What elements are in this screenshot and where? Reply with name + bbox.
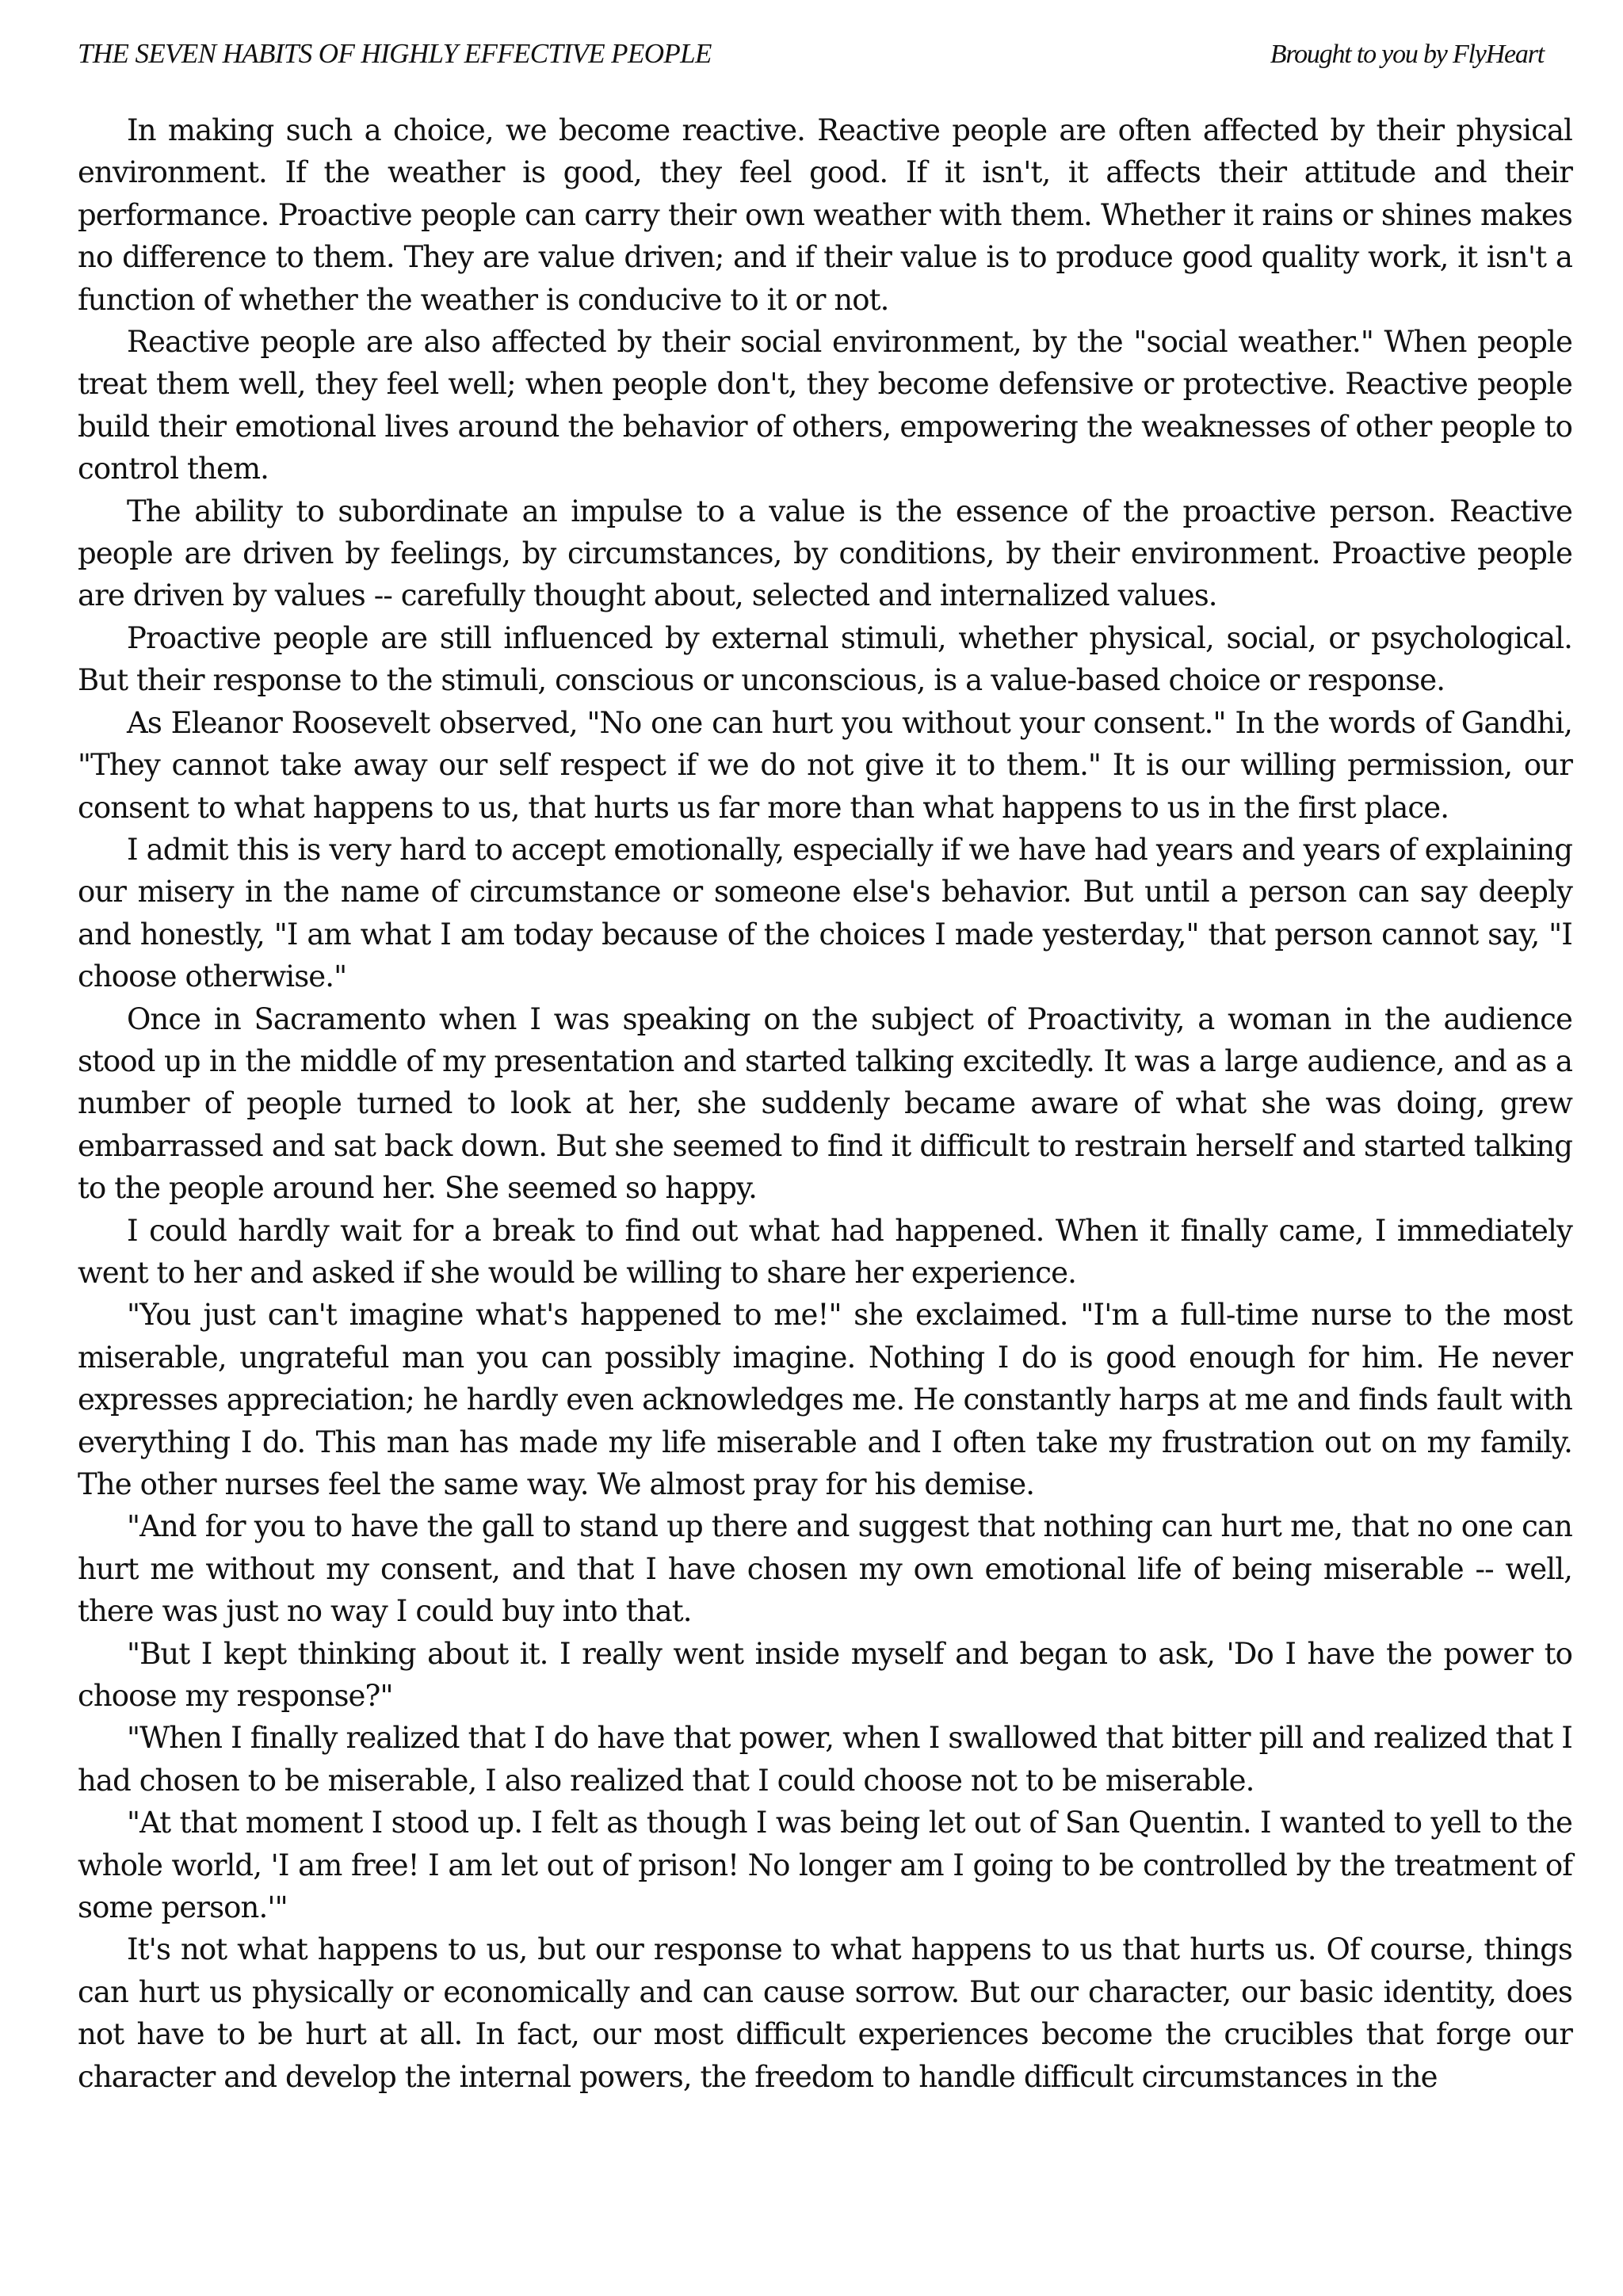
paragraph: In making such a choice, we become reactive. Reactive people are often affected by their physical environment. If the weather is good, they feel good. If it isn't, it affects their attitude and their performance. Proactive people can carry their own weather with them. Whether it rains or shines makes no difference to them. They are value driven; and if their value is to produce good quality work, it isn't a function of whether the weather is conducive to it or not.: [78, 113, 1572, 317]
paragraph: Proactive people are still influenced by external stimuli, whether physical, social, or psychological. But their response to the stimuli, conscious or unconscious, is a value-based choice or response.: [78, 620, 1572, 698]
paragraph: "But I kept thinking about it. I really went inside myself and began to ask, 'Do I have the power to choose my response?": [78, 1636, 1572, 1714]
paragraph: "You just can't imagine what's happened to me!" she exclaimed. "I'm a full-time nurse to the most miserable, ungrateful man you can possibly imagine. Nothing I do is good enough for him. He never expresses appreciation; he hardly even acknowledges me. He constantly harps at me and finds fault with everything I do. This man has made my life miserable and I often take my frustration out on my family. The other nurses feel the same way. We almost pray for his demise.: [78, 1298, 1572, 1501]
paragraph: "When I finally realized that I do have that power, when I swallowed that bitter pill and realized that I had chosen to be miserable, I also realized that I could choose not to be miserable.: [78, 1721, 1572, 1798]
paragraph: It's not what happens to us, but our response to what happens to us that hurts us. Of course, things can hurt us physically or economically and can cause sorrow. But our character, our basic identity, does not have to be hurt at all. In fact, our most difficult experiences become the crucibles that forge our character and develop the internal powers, the freedom to handle difficult circumstances in the: [78, 1932, 1572, 2094]
book-title: THE SEVEN HABITS OF HIGHLY EFFECTIVE PEOPLE: [78, 38, 712, 69]
paragraph: "At that moment I stood up. I felt as though I was being let out of San Quentin. I wanted to yell to the whole world, 'I am free! I am let out of prison! No longer am I going to be controlled by the treatment of some person.'": [78, 1806, 1572, 1925]
paragraph: As Eleanor Roosevelt observed, "No one can hurt you without your consent." In the words of Gandhi, "They cannot take away our self respect if we do not give it to them." It is our willing permission, our consent to what happens to us, that hurts us far more than what happens to us in the first place.: [78, 705, 1572, 825]
body-text: [78, 109, 1572, 2098]
paragraph: I could hardly wait for a break to find out what had happened. When it finally came, I immediately went to her and asked if she would be willing to share her experience.: [78, 1213, 1572, 1290]
running-header: [78, 36, 1572, 78]
paragraph: Reactive people are also affected by their social environment, by the "social weather." When people treat them well, they feel well; when people don't, they become defensive or protective. Reactive people build their emotional lives around the behavior of others, empowering the weaknesses of other people to control them.: [78, 325, 1572, 486]
paragraph: The ability to subordinate an impulse to a value is the essence of the proactive person. Reactive people are driven by feelings, by circumstances, by conditions, by their environment. Proactive people are driven by values -- carefully thought about, selected and internalized values.: [78, 494, 1572, 613]
paragraph: Once in Sacramento when I was speaking on the subject of Proactivity, a woman in the audience stood up in the middle of my presentation and started talking excitedly. It was a large audience, and as a number of people turned to look at her, she suddenly became aware of what she was doing, grew embarrassed and sat back down. But she seemed to find it difficult to restrain herself and started talking to the people around her. She seemed so happy.: [78, 1001, 1572, 1206]
credit-line: Brought to you by FlyHeart: [1270, 40, 1544, 69]
paragraph: "And for you to have the gall to stand up there and suggest that nothing can hurt me, that no one can hurt me without my consent, and that I have chosen my own emotional life of being miserable -- well, there was just no way I could buy into that.: [78, 1509, 1572, 1629]
paragraph: I admit this is very hard to accept emotionally, especially if we have had years and years of explaining our misery in the name of circumstance or someone else's behavior. But until a person can say deeply and honestly, "I am what I am today because of the choices I made yesterday," that person cannot say, "I choose otherwise.": [78, 832, 1572, 994]
